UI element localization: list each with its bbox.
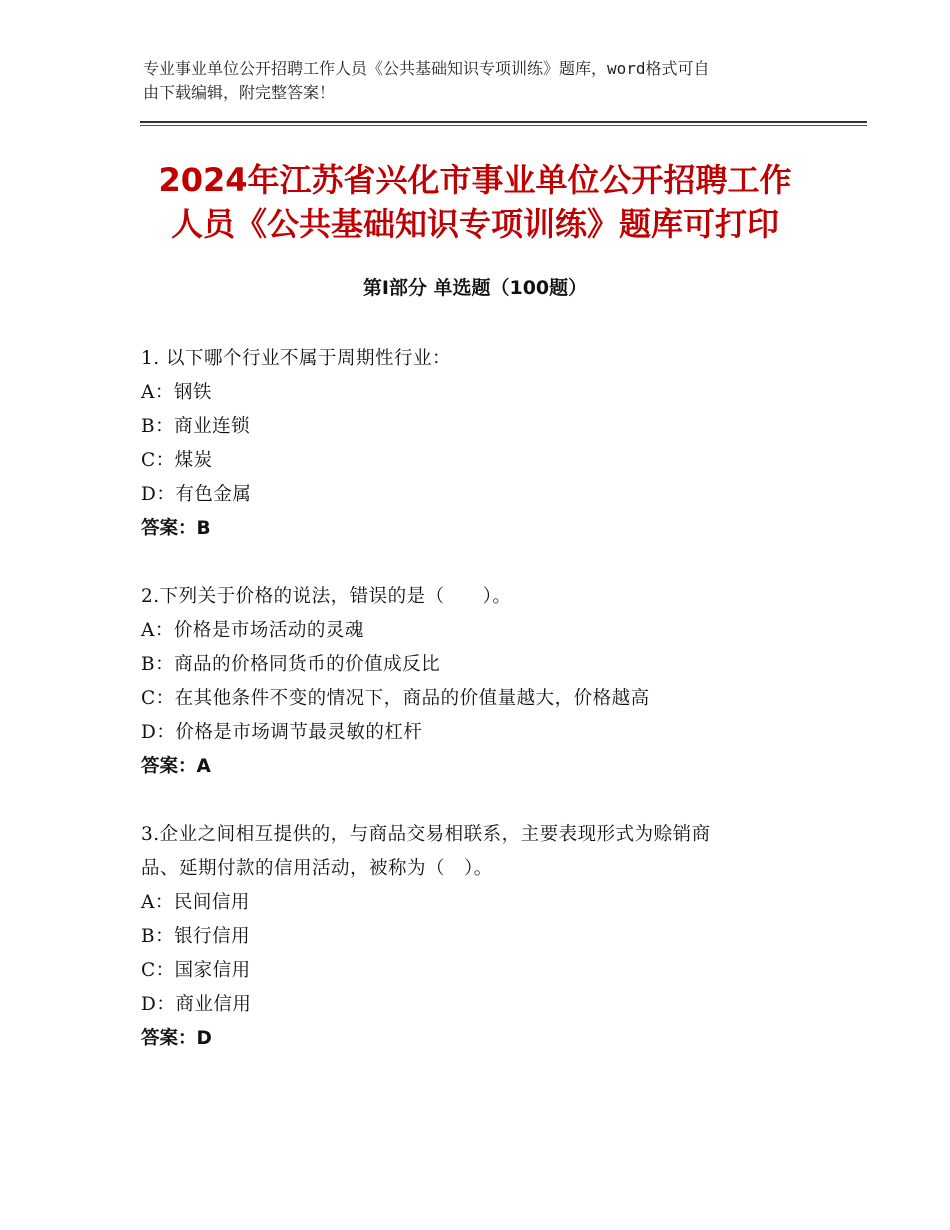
document-title xyxy=(100,158,850,246)
option-b: B：商品的价格同货币的价值成反比 xyxy=(141,654,441,675)
option-a: A：价格是市场活动的灵魂 xyxy=(141,620,364,641)
question-stem: 2.下列关于价格的说法，错误的是（ ）。 xyxy=(141,586,512,607)
header-note xyxy=(143,57,813,105)
option-b: B：商业连锁 xyxy=(141,416,251,437)
answer: 答案：D xyxy=(141,1028,212,1049)
question-1 xyxy=(141,342,811,546)
question-stem: 1. 以下哪个行业不属于周期性行业： xyxy=(141,348,452,369)
option-d: D：商业信用 xyxy=(141,994,252,1015)
section-title: 第Ⅰ部分 单选题（100题） xyxy=(362,277,588,299)
option-a: A：民间信用 xyxy=(141,892,250,913)
option-a: A：钢铁 xyxy=(141,382,212,403)
header-note-line-1: 专业事业单位公开招聘工作人员《公共基础知识专项训练》题库，word格式可自 xyxy=(143,59,710,78)
question-stem-line-1: 3.企业之间相互提供的，与商品交易相联系，主要表现形式为赊销商 xyxy=(141,824,711,845)
question-3 xyxy=(141,818,811,1056)
question-2 xyxy=(141,580,811,784)
document-title-line-2: 人员《公共基础知识专项训练》题库可打印 xyxy=(170,205,779,243)
option-c: C：煤炭 xyxy=(141,450,213,471)
header-note-line-2: 由下载编辑，附完整答案！ xyxy=(143,83,336,102)
question-list xyxy=(141,342,811,1090)
option-b: B：银行信用 xyxy=(141,926,251,947)
question-stem-line-2: 品、延期付款的信用活动，被称为（ ）。 xyxy=(141,858,493,879)
document-title-line-1: 2024年江苏省兴化市事业单位公开招聘工作 xyxy=(158,161,792,199)
header-divider-thin xyxy=(140,125,867,126)
option-c: C：国家信用 xyxy=(141,960,251,981)
option-c: C：在其他条件不变的情况下，商品的价值量越大，价格越高 xyxy=(141,688,650,709)
answer: 答案：A xyxy=(141,756,211,777)
option-d: D：有色金属 xyxy=(141,484,252,505)
header-divider-thick xyxy=(140,121,867,123)
answer: 答案：B xyxy=(141,518,211,539)
option-d: D：价格是市场调节最灵敏的杠杆 xyxy=(141,722,423,743)
